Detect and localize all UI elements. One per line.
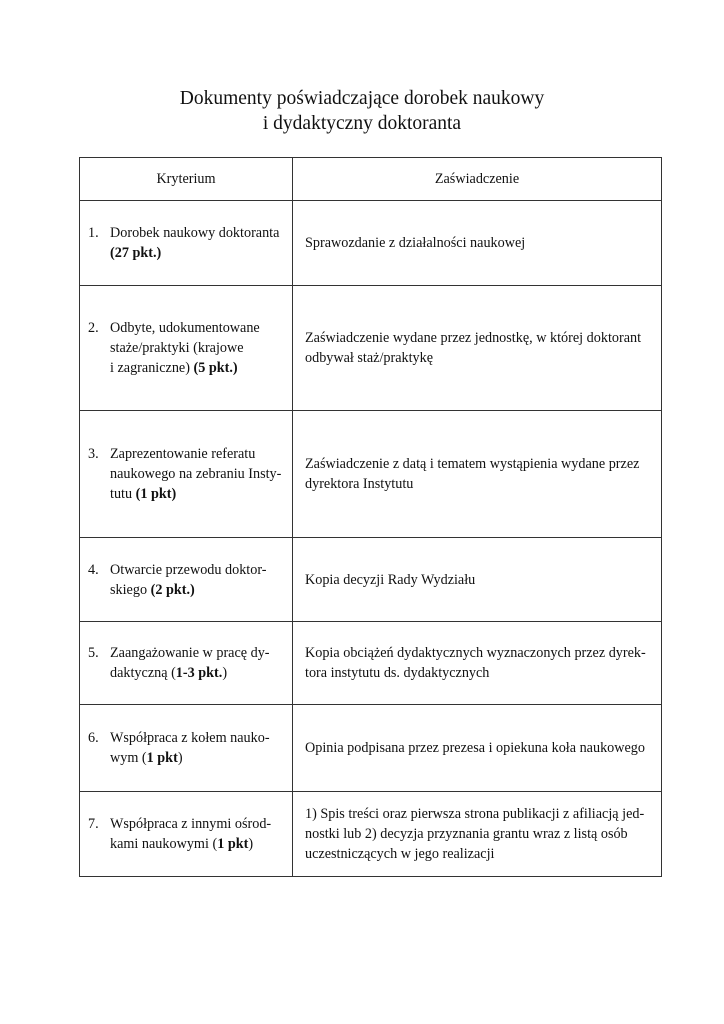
header-criterion: Kryterium [80, 158, 293, 201]
points-prefix: ( [171, 665, 176, 681]
criterion-text-line-2: naukowego na zebraniu Insty- [110, 466, 282, 482]
criterion-text: Dorobek naukowy doktoranta [110, 225, 280, 241]
title-line-1: Dokumenty poświadczające dorobek naukowy [179, 88, 545, 109]
points-value: (1 pkt) [135, 486, 177, 502]
certificate-text: Opinia podpisana przez prezesa i opiekuna koła naukowego [305, 740, 645, 756]
criterion-text: Odbyte, udokumentowane [110, 320, 260, 336]
row-number: 3. [88, 446, 99, 462]
table-row [80, 705, 662, 792]
certificate-text: Zaświadczenie wydane przez jednostkę, w której doktorant [305, 330, 642, 346]
certificate-text: Kopia obciążeń dydaktycznych wyznaczonych przez dyrek- [305, 645, 646, 661]
table-row [80, 286, 662, 411]
criterion-text: Zaprezentowanie referatu [110, 446, 256, 462]
row-number: 1. [88, 225, 99, 241]
certificate-text: Sprawozdanie z działalności naukowej [305, 235, 526, 251]
criterion-text-line-2: daktyczną [110, 665, 172, 681]
row-number: 6. [88, 730, 99, 746]
criterion-text: Otwarcie przewodu doktor- [110, 561, 267, 578]
certificate-cell [293, 622, 662, 705]
header-certificate: Zaświadczenie [293, 158, 662, 201]
points-suffix: ) [222, 665, 228, 681]
criterion-cell [80, 705, 293, 792]
criterion-text-line-2: wym [110, 750, 142, 766]
points-value: 1-3 pkt. [175, 665, 223, 681]
certificate-text: Zaświadczenie z datą i tematem wystąpienia wydane przez [305, 456, 640, 472]
certificate-cell [293, 538, 662, 622]
certificate-cell [293, 792, 662, 877]
criterion-text-line-2: skiego [110, 581, 151, 598]
certificate-text-line-3: uczestniczących w jego realizacji [305, 846, 495, 862]
points-value: (27 pkt.) [110, 245, 162, 261]
criterion-text-line-3: tutu [110, 486, 136, 502]
table-row [80, 792, 662, 877]
certificate-cell [293, 201, 662, 286]
criterion-text: Zaangażowanie w pracę dy- [110, 645, 270, 661]
certificate-text: 1) Spis treści oraz pierwsza strona publikacji z afiliacją jed- [305, 806, 645, 822]
points-value: 1 pkt [217, 836, 249, 852]
table-row [80, 411, 662, 538]
certificate-text-line-2: nostki lub 2) decyzja przyznania grantu wraz z listą osób [305, 826, 628, 842]
criterion-cell [80, 622, 293, 705]
points-value: (5 pkt.) [193, 360, 238, 376]
table-row [80, 622, 662, 705]
row-number: 2. [88, 320, 99, 336]
certificate-text-line-2: odbywał staż/praktykę [305, 350, 434, 366]
certificate-cell [293, 286, 662, 411]
row-number: 5. [88, 645, 99, 661]
points-prefix: ( [141, 750, 147, 766]
criterion-cell [80, 538, 293, 622]
criterion-cell [80, 411, 293, 538]
table-row [80, 538, 662, 622]
criteria-table [79, 157, 662, 877]
certificate-cell [293, 705, 662, 792]
points-suffix: ) [177, 750, 183, 766]
certificate-cell [293, 411, 662, 538]
certificate-text-line-2: dyrektora Instytutu [305, 476, 414, 492]
points-value: (2 pkt.) [150, 581, 195, 598]
title-line-2: i dydaktyczny doktoranta [262, 113, 462, 134]
criterion-text: Współpraca z kołem nauko- [110, 730, 270, 746]
points-suffix: ) [248, 836, 254, 852]
table-row [80, 201, 662, 286]
criterion-cell [80, 201, 293, 286]
criterion-cell [80, 286, 293, 411]
row-number: 7. [88, 816, 99, 832]
criterion-text: Współpraca z innymi ośrod- [110, 816, 272, 832]
points-prefix: ( [212, 836, 218, 852]
row-number: 4. [88, 561, 99, 578]
criterion-text-line-3: i zagraniczne) [110, 360, 194, 376]
certificate-text-line-2: tora instytutu ds. dydaktycznych [305, 665, 490, 681]
document-title [0, 86, 724, 136]
points-value: 1 pkt [146, 750, 178, 766]
criterion-text-line-2: kami naukowymi [110, 836, 213, 852]
criterion-cell [80, 792, 293, 877]
table-header-row [80, 158, 662, 201]
criterion-text-line-2: staże/praktyki (krajowe [110, 340, 244, 356]
certificate-text: Kopia decyzji Rady Wydziału [305, 571, 476, 588]
